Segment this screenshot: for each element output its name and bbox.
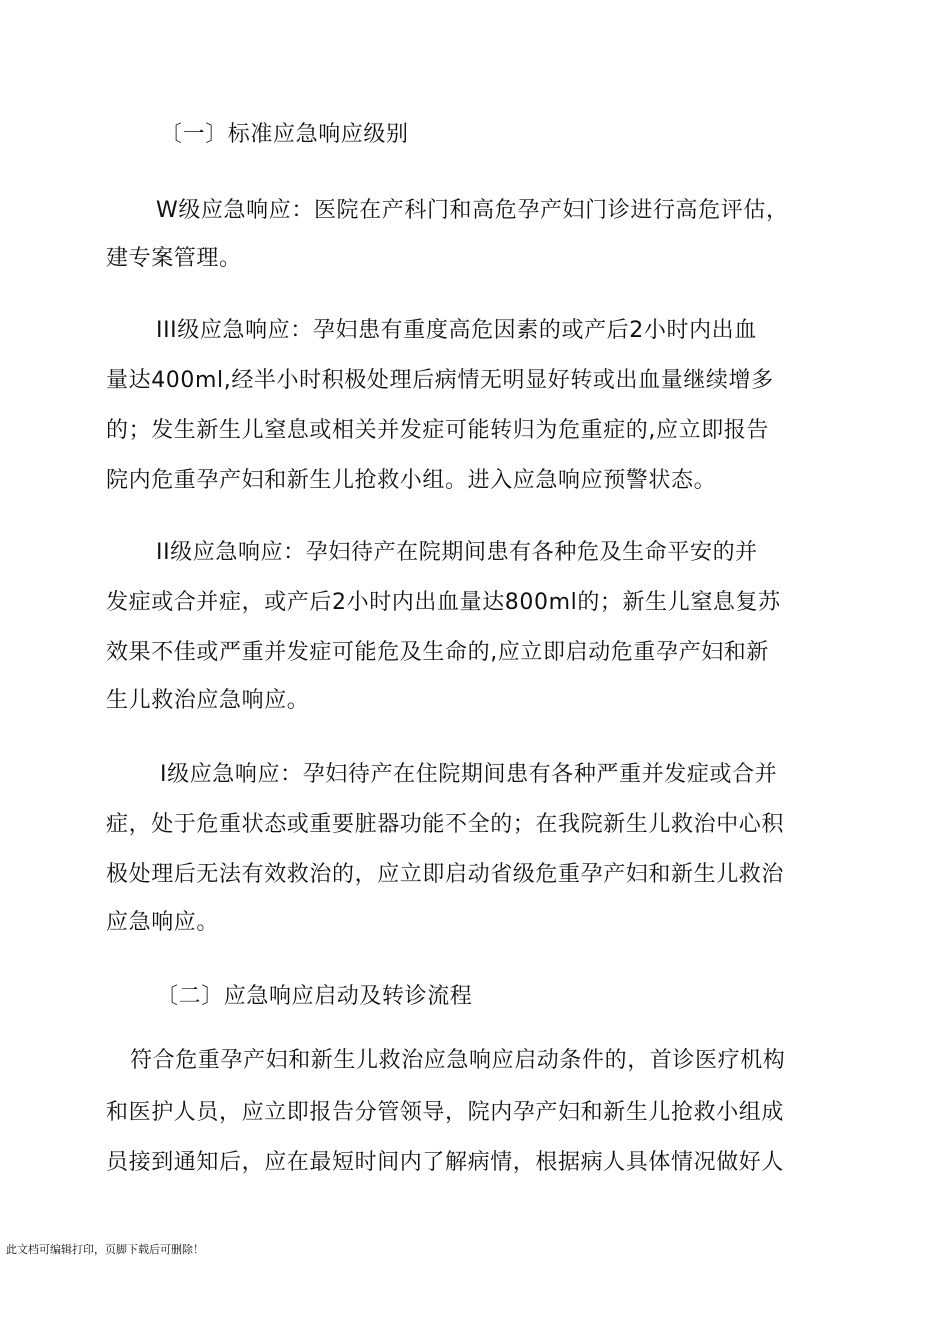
level3-line4: 院内危重孕产妇和新生儿抢救小组。进入应急响应预警状态。 bbox=[106, 468, 717, 493]
level3-line1: III级应急响应：孕妇患有重度高危因素的或产后2小时内出血 bbox=[156, 318, 757, 343]
level2-line2: 发症或合并症，或产后2小时内出血量达800ml的；新生儿窒息复苏 bbox=[106, 590, 781, 615]
section2-line1: 符合危重孕产妇和新生儿救治应急响应启动条件的，首诊医疗机构 bbox=[130, 1048, 786, 1073]
level2-line1: II级应急响应：孕妇待产在院期间患有各种危及生命平安的并 bbox=[156, 540, 758, 565]
section2-line3: 员接到通知后，应在最短时间内了解病情，根据病人具体情况做好人 bbox=[106, 1150, 785, 1175]
section1-heading: 〔一〕标准应急响应级别 bbox=[160, 122, 409, 147]
level1-line3: 极处理后无法有效救治的，应立即启动省级危重孕产妇和新生儿救治 bbox=[106, 862, 785, 887]
level1-line4: 应急响应。 bbox=[106, 910, 220, 935]
section2-heading: 〔二〕应急响应启动及转诊流程 bbox=[156, 984, 473, 1009]
footer-note: 此文档可编辑打印，页脚下载后可删除！ bbox=[6, 1243, 204, 1256]
level3-line3: 的；发生新生儿窒息或相关并发症可能转归为危重症的,应立即报告 bbox=[106, 418, 769, 443]
level2-line3: 效果不佳或严重并发症可能危及生命的,应立即启动危重孕产妇和新 bbox=[106, 640, 769, 665]
level1-line2: 症，处于危重状态或重要脏器功能不全的；在我院新生儿救治中心积 bbox=[106, 812, 785, 837]
level4-line2: 建专案管理。 bbox=[106, 246, 242, 271]
level1-line1: I级应急响应：孕妇待产在住院期间患有各种严重并发症或合并 bbox=[160, 762, 778, 787]
level2-line4: 生儿救治应急响应。 bbox=[106, 688, 310, 713]
level4-line1: W级应急响应：医院在产科门和高危孕产妇门诊进行高危评估， bbox=[156, 198, 789, 223]
section2-line2: 和医护人员，应立即报告分管领导，院内孕产妇和新生儿抢救小组成 bbox=[106, 1100, 785, 1125]
level3-line2: 量达400ml,经半小时积极处理后病情无明显好转或出血量继续增多 bbox=[106, 368, 774, 393]
